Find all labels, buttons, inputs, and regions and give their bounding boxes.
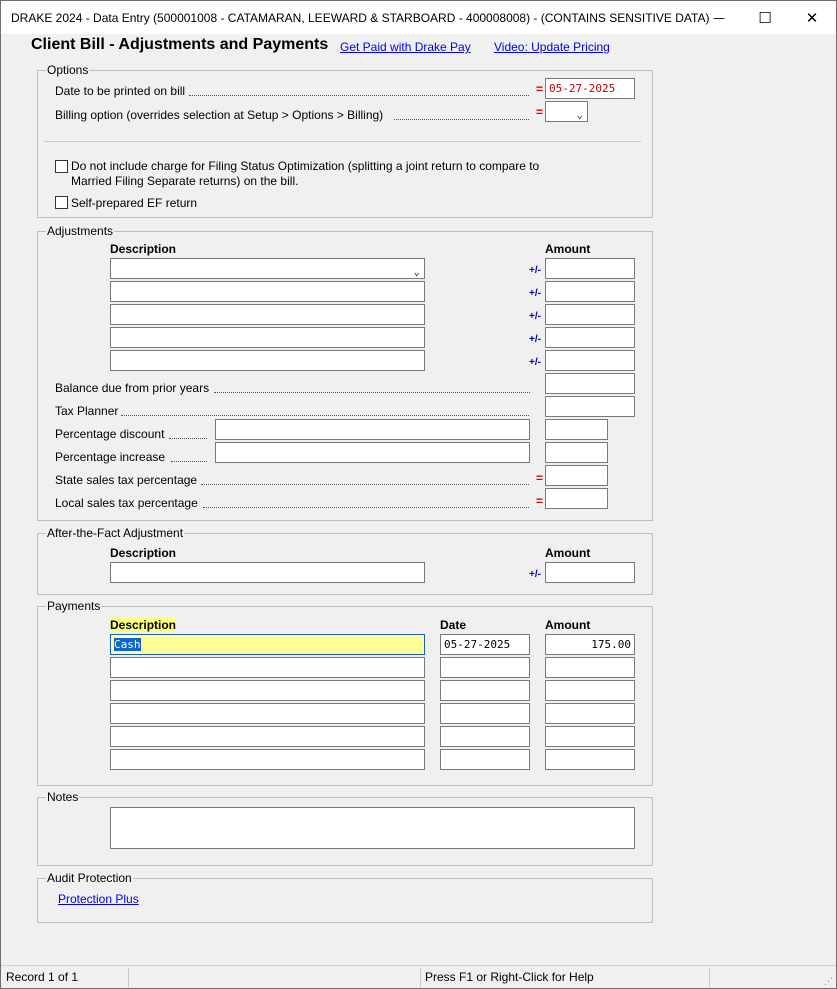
after-fact-amount-field[interactable] [545,562,635,583]
plus-minus-icon: +/- [529,265,541,276]
pct-increase-description-field[interactable] [215,442,530,463]
payment-description-field[interactable] [110,634,425,655]
payment-amount-field[interactable] [545,726,635,747]
minimize-icon: — [713,10,725,25]
state-sales-tax-field[interactable] [545,465,608,486]
after-fact-legend: After-the-Fact Adjustment [47,526,184,540]
adjustment-description-dropdown[interactable] [110,258,425,279]
plus-minus-icon: +/- [529,569,541,580]
pct-discount-label: Percentage discount [55,427,165,441]
pct-discount-field[interactable] [545,419,608,440]
drake-pay-link[interactable]: Get Paid with Drake Pay [340,40,471,54]
payment-amount-field[interactable] [545,680,635,701]
payment-amount-field[interactable]: 175.00 [545,634,635,655]
status-bar [1,965,836,988]
divider [44,141,641,142]
required-equals-icon: = [536,105,544,119]
leader-dots [214,392,530,393]
self-prepared-checkbox[interactable] [55,196,68,209]
leader-dots [189,95,529,96]
adjustment-amount-field[interactable] [545,304,635,325]
chevron-down-icon: ⌄ [576,108,583,121]
payment-date-field[interactable] [440,749,530,770]
plus-minus-icon: +/- [529,311,541,322]
audit-protection-legend: Audit Protection [47,871,132,885]
leader-dots [171,461,207,462]
payment-date-field[interactable] [440,703,530,724]
tax-planner-label: Tax Planner [55,404,119,418]
payments-amount-header: Amount [545,618,591,632]
record-count: Record 1 of 1 [6,970,79,984]
payment-description-field[interactable] [110,680,425,701]
billing-option-select[interactable] [545,101,588,122]
required-equals-icon: = [536,82,544,96]
plus-minus-icon: +/- [529,334,541,345]
bill-date-field[interactable]: 05-27-2025 [545,78,635,99]
payment-description-field[interactable] [110,749,425,770]
page-title: Client Bill - Adjustments and Payments [31,36,329,53]
plus-minus-icon: +/- [529,288,541,299]
local-sales-tax-label: Local sales tax percentage [55,496,198,510]
help-hint: Press F1 or Right-Click for Help [425,970,594,984]
balance-prior-label: Balance due from prior years [55,381,210,395]
billing-option-label: Billing option (overrides selection at Setup > Options > Billing) [55,108,384,122]
divider [128,968,129,987]
close-button[interactable] [789,1,835,34]
notes-legend: Notes [47,790,79,804]
pct-increase-label: Percentage increase [55,450,166,464]
payment-description-field[interactable] [110,703,425,724]
adjustments-description-header: Description [110,242,177,256]
local-sales-tax-field[interactable] [545,488,608,509]
video-update-pricing-link[interactable]: Video: Update Pricing [494,40,610,54]
notes-textarea[interactable] [110,807,635,849]
adjustment-amount-field[interactable] [545,281,635,302]
state-sales-tax-label: State sales tax percentage [55,473,198,487]
pct-increase-field[interactable] [545,442,608,463]
payment-description-field[interactable] [110,726,425,747]
fso-label-line1: Do not include charge for Filing Status Optimization (splitting a joint return to compare to [71,159,540,173]
adjustment-description-field[interactable] [110,327,425,348]
divider [709,968,710,987]
payment-date-field[interactable]: 05-27-2025 [440,634,530,655]
payment-date-field[interactable] [440,657,530,678]
resize-grip-icon[interactable]: ⋰ [824,976,833,986]
payment-date-field[interactable] [440,680,530,701]
payments-description-header: Description [110,618,177,632]
adjustment-amount-field[interactable] [545,350,635,371]
fso-checkbox[interactable] [55,160,68,173]
adjustment-amount-field[interactable] [545,258,635,279]
adjustment-description-field[interactable] [110,281,425,302]
payment-description-field[interactable] [110,657,425,678]
self-prepared-label: Self-prepared EF return [71,196,198,210]
payments-legend: Payments [47,599,101,613]
leader-dots [394,119,529,120]
minimize-button[interactable] [696,1,742,34]
balance-prior-field[interactable] [545,373,635,394]
tax-planner-field[interactable] [545,396,635,417]
window-title: DRAKE 2024 - Data Entry (500001008 - CATAMARAN, LEEWARD & STARBOARD - 400008008) - (CONTAINS SENSITIVE DATA) [11,11,710,25]
pct-discount-description-field[interactable] [215,419,530,440]
required-equals-icon: = [536,494,544,508]
title-bar [1,1,836,34]
after-fact-amount-header: Amount [545,546,591,560]
protection-plus-link[interactable]: Protection Plus [58,892,139,906]
leader-dots [121,415,529,416]
payment-amount-field[interactable] [545,703,635,724]
payment-amount-field[interactable] [545,657,635,678]
close-icon: ✕ [805,8,819,27]
payment-amount-field[interactable] [545,749,635,770]
after-fact-description-field[interactable] [110,562,425,583]
after-fact-description-header: Description [110,546,177,560]
adjustment-amount-field[interactable] [545,327,635,348]
maximize-button[interactable] [742,1,788,34]
adjustment-description-field[interactable] [110,350,425,371]
payment-description-value: Cash [114,638,141,651]
required-equals-icon: = [536,471,544,485]
fso-label-line2: Married Filing Separate returns) on the bill. [71,174,299,188]
date-printed-label: Date to be printed on bill [55,84,186,98]
payments-date-header: Date [440,618,467,632]
leader-dots [169,438,207,439]
plus-minus-icon: +/- [529,357,541,368]
options-legend: Options [47,63,89,77]
chevron-down-icon: ⌄ [413,265,420,278]
adjustments-legend: Adjustments [47,224,114,238]
leader-dots [201,484,529,485]
adjustment-description-field[interactable] [110,304,425,325]
maximize-icon: ☐ [758,8,772,27]
payment-date-field[interactable] [440,726,530,747]
adjustments-amount-header: Amount [545,242,591,256]
leader-dots [203,507,529,508]
